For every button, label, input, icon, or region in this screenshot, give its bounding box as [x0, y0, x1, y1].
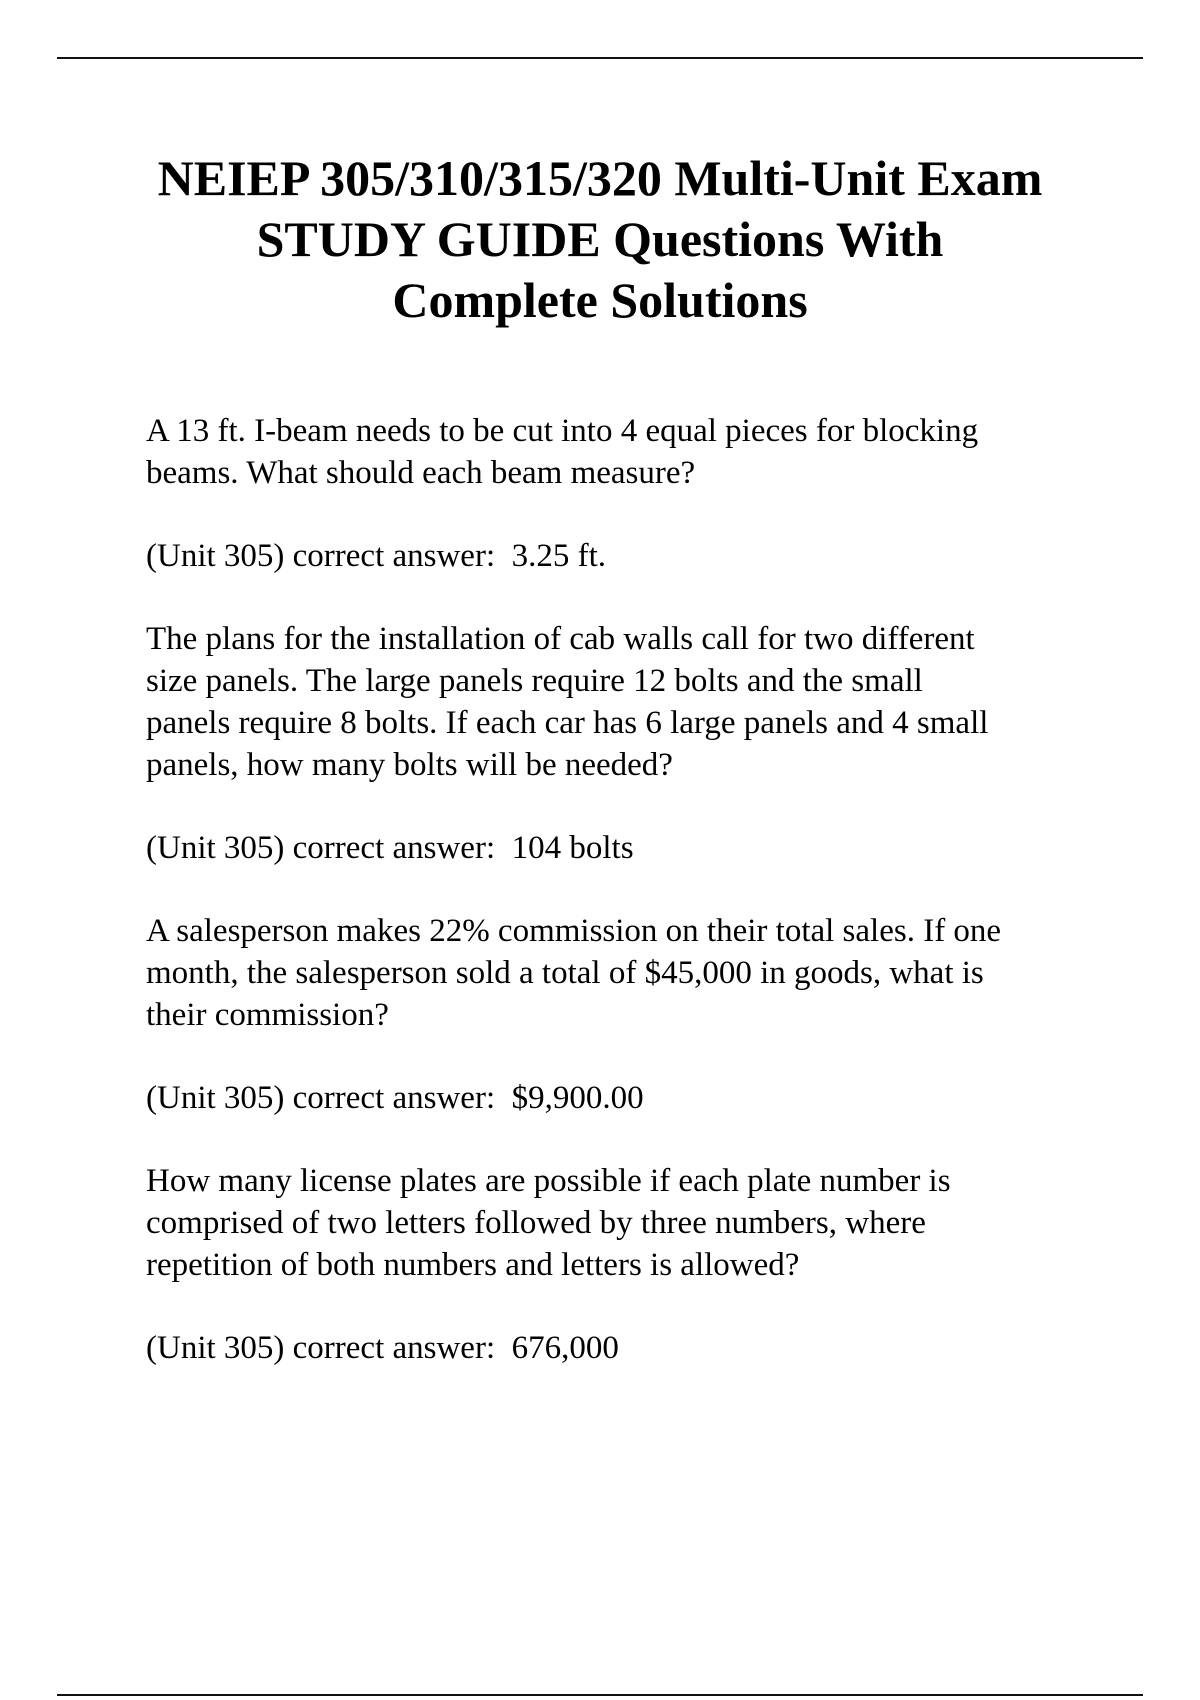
question-line: The plans for the installation of cab walls call for two different	[146, 621, 975, 657]
qa-item	[146, 410, 1106, 577]
qa-item	[146, 618, 1106, 869]
qa-item	[146, 1160, 1106, 1369]
question	[146, 618, 1106, 786]
question	[146, 910, 1106, 1036]
question-line: comprised of two letters followed by three numbers, where	[146, 1205, 926, 1241]
question-line: panels, how many bolts will be needed?	[146, 747, 673, 783]
question-line: size panels. The large panels require 12 bolts and the small	[146, 663, 923, 699]
title-line: STUDY GUIDE Questions With	[256, 211, 944, 267]
answer: (Unit 305) correct answer: $9,900.00	[146, 1080, 644, 1116]
title-line: Complete Solutions	[392, 272, 808, 328]
question-line: repetition of both numbers and letters is allowed?	[146, 1247, 800, 1283]
answer: (Unit 305) correct answer: 3.25 ft.	[146, 538, 607, 574]
document-title	[57, 148, 1143, 331]
question-line: panels require 8 bolts. If each car has 6 large panels and 4 small	[146, 705, 989, 741]
answer: (Unit 305) correct answer: 104 bolts	[146, 830, 634, 866]
title-line: NEIEP 305/310/315/320 Multi-Unit Exam	[157, 150, 1043, 206]
qa-list	[146, 410, 1106, 1369]
question-line: beams. What should each beam measure?	[146, 455, 696, 491]
question	[146, 410, 1106, 494]
bottom-rule	[57, 1694, 1143, 1696]
question-line: their commission?	[146, 997, 389, 1033]
question-line: How many license plates are possible if each plate number is	[146, 1163, 951, 1199]
question-line: A 13 ft. I-beam needs to be cut into 4 equal pieces for blocking	[146, 413, 979, 449]
qa-item	[146, 910, 1106, 1119]
answer: (Unit 305) correct answer: 676,000	[146, 1330, 619, 1366]
top-rule	[57, 57, 1143, 59]
question-line: A salesperson makes 22% commission on their total sales. If one	[146, 913, 1002, 949]
question-line: month, the salesperson sold a total of $45,000 in goods, what is	[146, 955, 984, 991]
question	[146, 1160, 1106, 1286]
